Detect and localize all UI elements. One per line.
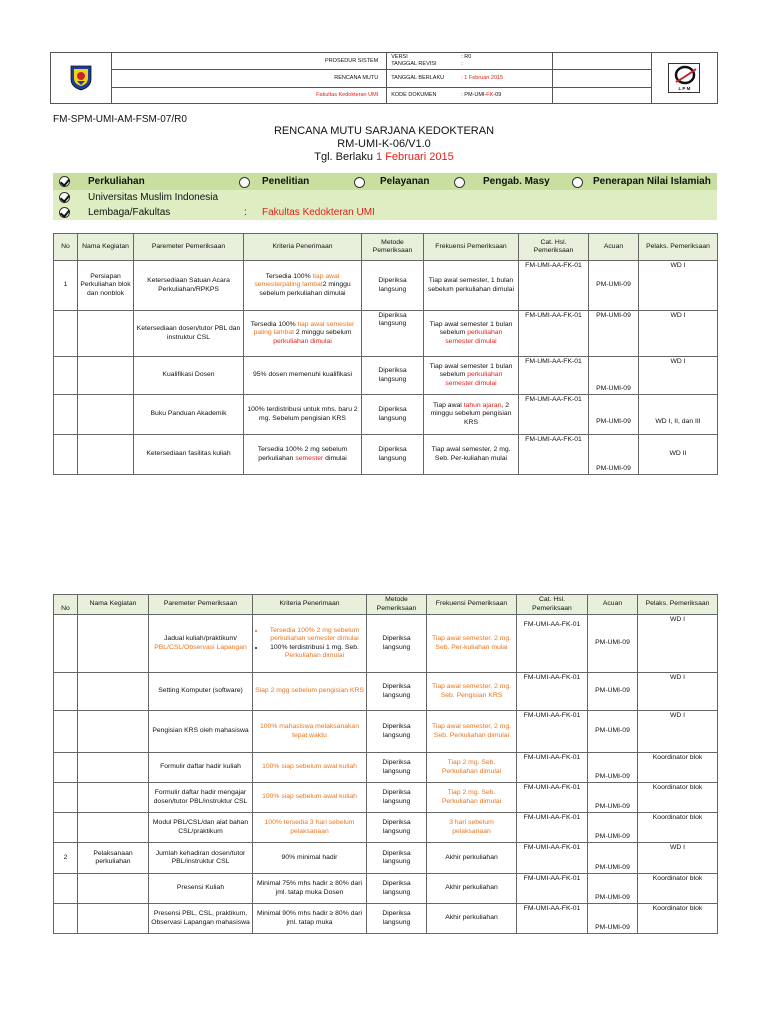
title-block [0,125,768,164]
row-metode: Diperiksa langsung [362,261,424,311]
penelitian-checkbox[interactable] [239,177,250,188]
kode-cell [387,87,552,103]
row-frekuensi: Akhir perkuliahan [427,874,517,904]
row-param: Pengisian KRS oleh mahasiswa [149,711,253,753]
row-kriteria: 100% mahasiswa melaksanakan tepat waktu [253,711,367,753]
row-param: Ketersediaan Satuan Acara Perkuliahan/RPKPS [134,261,244,311]
table-row [54,395,718,435]
row-cat: FM-UMI-AA-FK-01 [517,904,588,934]
berlaku-value: : 1 Februari 2015 [461,75,504,82]
col-header-no: No [54,595,78,615]
row-cat: FM-UMI-AA-FK-01 [517,783,588,813]
table-header-row [54,595,718,615]
category-pelayanan: Pelayanan [380,176,430,187]
lpm-text: L P M [678,86,691,91]
row-kriteria: 90% minimal hadir [253,843,367,874]
row-nama [78,783,149,813]
rencana-mutu-label: RENCANA MUTU [111,70,387,87]
berlaku-label: TANGGAL BERLAKU [391,75,445,82]
col-header-kriteria: Kriteria Penerimaan [253,595,367,615]
row-metode: Diperiksa langsung [367,874,427,904]
row-param: Ketersediaan fasilitas kuliah [134,435,244,475]
revisi-label: TANGGAL REVISI [391,61,437,68]
row-metode: Diperiksa langsung [367,783,427,813]
row-pelaks: WD I [638,711,718,753]
table-row [54,261,718,311]
row-no: 2 [54,843,78,874]
row-frekuensi: Tiap 2 mg. Seb. Perkuliahan dimulai [427,783,517,813]
col-header-parameter: Paremeter Pemeriksaan [134,234,244,261]
row-frekuensi: Tiap awal semester, 1 bulan sebelum perkuliahan dimulai [424,261,519,311]
row-nama [78,615,149,673]
row-metode: Diperiksa langsung [367,753,427,783]
row-metode: Diperiksa langsung [367,673,427,711]
row-nama [78,874,149,904]
col-header-nama: Nama Kegiatan [78,595,149,615]
row-frekuensi: Tiap awal semester 1 bulan sebelum perkuliahan semester dimulai [424,311,519,357]
header-blank-cell [552,53,651,70]
row-pelaks: Koordinator blok [638,904,718,934]
row-cat: FM-UMI-AA-FK-01 [517,813,588,843]
col-header-metode: Metode Pemeriksaan [367,595,427,615]
row-acuan: PM-UMI-09 [589,435,639,475]
row-pelaks: WD I, II, dan III [639,395,718,435]
lpm-logo [668,63,700,93]
row-no: 1 [54,261,78,311]
row-param: Ketersediaan dosen/tutor PBL dan instruktur CSL [134,311,244,357]
row-cat: FM-UMI-AA-FK-01 [519,261,589,311]
col-header-cat: Cat. Hsl. Pemeriksaan [517,595,588,615]
row-cat: FM-UMI-AA-FK-01 [517,711,588,753]
row-frekuensi: 3 hari sebelum pelaksanaan [427,813,517,843]
row-cat: FM-UMI-AA-FK-01 [519,311,589,357]
nilai-islamiah-checkbox[interactable] [572,177,583,188]
row-nama [78,311,134,357]
col-header-frekuensi: Frekuensi Pemeriksaan [424,234,519,261]
lembaga-label: Lembaga/Fakultas [88,207,171,218]
row-no [54,874,78,904]
row-acuan: PM-UMI-09 [588,874,638,904]
row-metode: Diperiksa langsung [362,357,424,395]
category-pengab-masy: Pengab. Masy [483,176,550,187]
row-metode: Diperiksa langsung [367,904,427,934]
row-nama [78,673,149,711]
table-row [54,435,718,475]
row-kriteria: 100% terdistribusi untuk mhs. baru 2 mg. Sebelum pengisian KRS [244,395,362,435]
row-no [54,711,78,753]
col-header-parameter: Paremeter Pemeriksaan [149,595,253,615]
row-param: Kualifikasi Dosen [134,357,244,395]
table-row [54,783,718,813]
row-kriteria [253,615,367,673]
row-kriteria: Tersedia 100% tiap awal semester paling lambat 2 minggu sebelum perkuliahan dimulai [244,311,362,357]
lembaga-value: Fakultas Kedokteran UMI [262,207,375,218]
header-blank-cell [552,70,651,87]
quality-table-2 [53,594,718,934]
row-nama [78,813,149,843]
universitas-checkbox[interactable] [59,192,70,203]
row-no [54,783,78,813]
row-no [54,311,78,357]
row-cat: FM-UMI-AA-FK-01 [517,843,588,874]
row-nama [78,435,134,475]
row-cat: FM-UMI-AA-FK-01 [517,874,588,904]
row-metode: Diperiksa langsung [367,843,427,874]
table-row [54,711,718,753]
row-no [54,435,78,475]
prosedur-sistem-label: PROSEDUR SISTEM [111,53,387,70]
row-frekuensi: Tiap 2 mg. Seb. Perkuliahan dimulai [427,753,517,783]
row-param: Setting Komputer (software) [149,673,253,711]
row-frekuensi: Akhir perkuliahan [427,843,517,874]
row-acuan: PM-UMI-09 [588,753,638,783]
row-nama [78,711,149,753]
row-kriteria: Minimal 75% mhs hadir ≥ 80% dari jml. tatap muka Dosen [253,874,367,904]
row-cat: FM-UMI-AA-FK-01 [517,753,588,783]
table-row [54,904,718,934]
lembaga-checkbox[interactable] [59,207,70,218]
row-pelaks: Koordinator blok [638,813,718,843]
category-section [53,173,717,220]
row-no [54,753,78,783]
col-header-pelaks: Pelaks. Pemeriksaan [639,234,718,261]
row-pelaks: WD I [639,357,718,395]
row-nama [78,357,134,395]
table-row [54,753,718,783]
lembaga-row [53,205,717,220]
row-cat: FM-UMI-AA-FK-01 [519,435,589,475]
row-nama: Pelaksanaan perkuliahan [78,843,149,874]
row-frekuensi: Tiap awal semester, 2 mg. Seb. Per-kuliahan mulai [427,615,517,673]
row-frekuensi: Tiap awal semester, 2 mg. Seb. Per-kuliahan mulai [424,435,519,475]
row-acuan: PM-UMI-09 [588,813,638,843]
row-frekuensi: Tiap awal semester 1 bulan sebelum perkuliahan semester dimulai [424,357,519,395]
row-no [54,615,78,673]
row-metode: Diperiksa langsung [362,435,424,475]
row-pelaks: WD I [639,261,718,311]
versi-value: : R0 [461,54,472,61]
row-kriteria: Tersedia 100% tiap awal semesterpaling lambat2 minggu sebelum perkuliahan dimulai [244,261,362,311]
table-row [54,357,718,395]
row-metode: Diperiksa langsung [362,311,424,357]
row-param: Jumlah kehadiran dosen/tutor PBL/instruktur CSL [149,843,253,874]
row-pelaks: Koordinator blok [638,753,718,783]
row-param: Jadual kuliah/praktikum/ PBL/CSL/Observasi Lapangan [149,615,253,673]
universitas-row [53,190,717,205]
category-penelitian: Penelitian [262,176,310,187]
col-header-kriteria: Kriteria Penerimaan [244,234,362,261]
row-pelaks: WD II [639,435,718,475]
kriteria-item: • Tersedia 100% 2 mg sebelum perkuliahan semester dimulai [265,627,364,644]
kode-value: : PM-UMI-FK-09 [461,92,502,99]
row-acuan: PM-UMI-09 [588,904,638,934]
row-pelaks: Koordinator blok [638,783,718,813]
row-cat: FM-UMI-AA-FK-01 [519,357,589,395]
row-no [54,395,78,435]
table-row [54,615,718,673]
row-acuan: PM-UMI-09 [588,783,638,813]
col-header-cat: Cat. Hsl. Pemeriksaan [519,234,589,261]
row-kriteria: 100% siap sebelum awal kuliah [253,753,367,783]
row-acuan: PM-UMI-09 [589,261,639,311]
table-row [54,843,718,874]
lpm-logo-cell [651,53,717,104]
effective-date: Tgl. Berlaku 1 Februari 2015 [314,151,454,163]
row-acuan: PM-UMI-09 [588,711,638,753]
row-no [54,813,78,843]
row-kriteria: 100% siap sebelum awal kuliah [253,783,367,813]
row-pelaks: WD I [638,843,718,874]
kriteria-item: • 100% terdistribusi 1 mg. Seb. Perkuliahan dimulai [265,644,364,661]
form-code: FM-SPM-UMI-AM-FSM-07/R0 [53,114,187,125]
col-header-frekuensi: Frekuensi Pemeriksaan [427,595,517,615]
row-param: Presensi Kuliah [149,874,253,904]
perkuliahan-checkbox[interactable] [59,176,70,187]
quality-table-1 [53,233,718,475]
row-acuan: PM-UMI-09 [589,357,639,395]
row-pelaks: Koordinator blok [638,874,718,904]
kriteria-list [255,627,364,661]
category-nilai-islamiah: Penerapan Nilai Islamiah [593,176,711,187]
table-row [54,813,718,843]
row-frekuensi: Akhir perkuliahan [427,904,517,934]
row-no [54,904,78,934]
row-param: Formulir daftar hadir mengajar dosen/tutor PBL/instruktur CSL [149,783,253,813]
row-cat: FM-UMI-AA-FK-01 [517,615,588,673]
row-param: Presensi PBL, CSL, praktikum, Observasi Lapangan mahasiswa [149,904,253,934]
lembaga-colon: : [244,207,247,218]
row-frekuensi: Tiap awal semester, 2 mg. Seb. Perkuliahan dimulai [427,711,517,753]
row-kriteria: 100% tersedia 3 hari sebelum pelaksanaan [253,813,367,843]
row-metode: Diperiksa langsung [367,615,427,673]
table-row [54,311,718,357]
row-acuan: PM-UMI-09 [588,673,638,711]
table-row [54,874,718,904]
category-row [53,173,717,190]
versi-label: VERSI [391,54,408,61]
document-header [50,52,718,104]
row-acuan: PM-UMI-09 [589,395,639,435]
row-kriteria: Tersedia 100% 2 mg sebelum perkuliahan semester dimulai [244,435,362,475]
lpm-q-icon [670,65,700,85]
versi-cell [387,53,552,70]
table-header-row [54,234,718,261]
document-code: RM-UMI-K-06/V1.0 [337,138,431,150]
row-nama: Persiapan Perkuliahan blok dan nonblok [78,261,134,311]
row-no [54,673,78,711]
row-pelaks: WD I [638,615,718,673]
category-perkuliahan: Perkuliahan [88,176,145,187]
pengab-masy-checkbox[interactable] [454,177,465,188]
col-header-nama: Nama Kegiatan [78,234,134,261]
berlaku-cell [387,70,552,87]
row-cat: FM-UMI-AA-FK-01 [519,395,589,435]
row-no [54,357,78,395]
universitas-label: Universitas Muslim Indonesia [88,192,219,203]
col-header-pelaks: Pelaks. Pemeriksaan [638,595,718,615]
revisi-value: : [461,61,463,68]
document-title: RENCANA MUTU SARJANA KEDOKTERAN [273,125,495,137]
row-param: Modul PBL/CSL/dan alat bahan CSL/praktikum [149,813,253,843]
row-acuan: PM-UMI-09 [589,311,639,357]
row-cat: FM-UMI-AA-FK-01 [517,673,588,711]
row-kriteria: Siap 2 mgg sebelum pengisian KRS [253,673,367,711]
row-nama [78,753,149,783]
col-header-acuan: Acuan [588,595,638,615]
row-pelaks: WD I [639,311,718,357]
umi-shield-icon [70,65,92,91]
kode-label: KODE DOKUMEN [391,92,437,99]
row-nama [78,904,149,934]
umi-logo-cell [51,53,112,104]
row-metode: Diperiksa langsung [367,711,427,753]
col-header-no: No [54,234,78,261]
row-frekuensi: Tiap awal tahun ajaran, 2 minggu sebelum pengisian KRS [424,395,519,435]
row-param: Formulir daftar hadir kuliah [149,753,253,783]
header-blank-cell [552,87,651,103]
row-pelaks: WD I [638,673,718,711]
fakultas-label: Fakultas Kedokteran UMI [111,87,387,103]
row-acuan: PM-UMI-09 [588,843,638,874]
umi-logo [70,65,92,91]
row-kriteria: Minimal 90% mhs hadir ≥ 80% dari jml. tatap muka [253,904,367,934]
row-kriteria: 95% dosen memenuhi kualifikasi [244,357,362,395]
col-header-metode: Metode Pemeriksaan [362,234,424,261]
row-frekuensi: Tiap awal semester, 2 mg. Seb. Pengisian KRS [427,673,517,711]
row-param: Buku Panduan Akademik [134,395,244,435]
table-row [54,673,718,711]
row-metode: Diperiksa langsung [367,813,427,843]
row-metode: Diperiksa langsung [362,395,424,435]
pelayanan-checkbox[interactable] [354,177,365,188]
row-acuan: PM-UMI-09 [588,615,638,673]
row-nama [78,395,134,435]
col-header-acuan: Acuan [589,234,639,261]
